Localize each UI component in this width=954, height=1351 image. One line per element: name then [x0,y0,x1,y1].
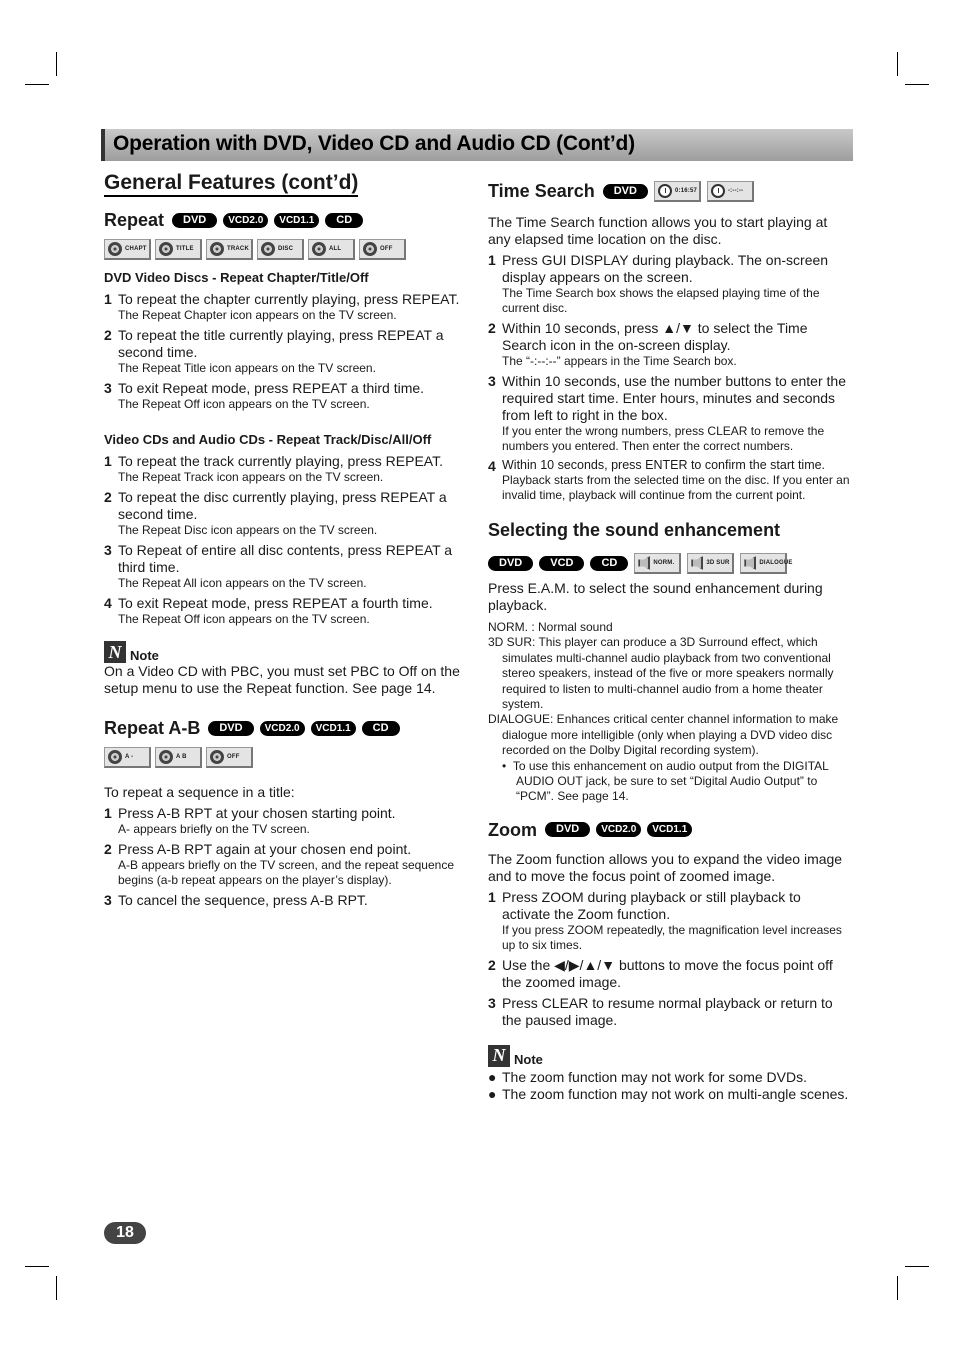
section-banner [101,129,853,161]
sound-intro: Press E.A.M. to select the sound enhancement during playback. [488,580,823,613]
cd-badge: CD [325,213,363,228]
note-label: Note [514,1051,543,1067]
sound-normal-icon: NORM. [634,553,681,574]
list-item: 3 To cancel the sequence, press A-B RPT. [104,892,368,908]
dvd-badge: DVD [172,213,217,228]
repeat-ab-off-icon: OFF [206,747,253,768]
note-icon: N [488,1045,510,1067]
repeat-chapter-icon: CHAPT [104,239,151,260]
sound-bullet: • To use this enhancement on audio output from the DIGITAL AUDIO OUT jack, be sure to set “Digital Audio Output” to “PCM”. See page 14. [502,758,829,804]
dvd-badge: DVD [208,721,253,736]
dvd-badge: DVD [603,184,648,199]
list-item: 3 Press CLEAR to resume normal playback or return to the paused image. [488,994,833,1028]
crop-mark [56,1276,57,1300]
repeat-title: Repeat [104,210,165,230]
zoom-note-header [488,1045,850,1067]
time-entry-icon: -:--:-- [707,181,754,202]
list-item: 2 Within 10 seconds, press ▲/▼ to select the Time Search icon in the on-screen display. The “-:--:--” appears in the Time Search box. [488,320,808,368]
vcd11-badge: VCD1.1 [274,213,319,228]
list-item: 1 To repeat the chapter currently playing, press REPEAT. The Repeat Chapter icon appears on the TV screen. [104,291,460,322]
dvd-badge: DVD [488,556,533,571]
crop-mark [897,1276,898,1300]
zoom-intro: The Zoom function allows you to expand the video image and to move the focus point of zoomed image. [488,850,843,884]
dvd-repeat-subheading: DVD Video Discs - Repeat Chapter/Title/Off [104,270,369,285]
repeat-ab-title: Repeat A-B [104,718,201,738]
list-item: 1 To repeat the track currently playing, press REPEAT. The Repeat Track icon appears on the TV screen. [104,453,443,484]
list-item: 3 Within 10 seconds, use the number buttons to enter the required start time. Enter hours, minutes and seconds from left to right in the box. If you enter the wrong numbers, press CLEAR to remove the numbers you entered. Then enter the correct numbers. [488,373,846,453]
time-search-title: Time Search [488,181,595,201]
list-item: 2 To repeat the disc currently playing, press REPEAT a second time. The Repeat Disc icon appears on the TV screen. [104,489,447,537]
list-item: 3 To exit Repeat mode, press REPEAT a third time. The Repeat Off icon appears on the TV screen. [104,380,425,411]
repeat-note-text: On a Video CD with PBC, you must set PBC to Off on the setup menu to use the Repeat function. See page 14. [104,663,460,696]
repeat-icons [104,239,466,260]
zoom-notes [488,1069,850,1103]
vcd20-badge: VCD2.0 [260,721,305,736]
cd-badge: CD [362,721,400,736]
vcd-repeat-steps [104,453,466,627]
time-search-intro: The Time Search function allows you to start playing at any elapsed time location on the disc. [488,214,828,247]
repeat-heading [104,209,466,231]
repeat-track-icon: TRACK [206,239,253,260]
crop-mark [25,84,49,85]
list-item: 2 Press A-B RPT again at your chosen end point. A-B appears briefly on the TV screen, and the repeat sequence begins (a-b repeat appears on the player’s display). [104,841,454,887]
repeat-ab-intro: To repeat a sequence in a title: [104,784,295,800]
crop-mark [56,52,57,76]
vcd11-badge: VCD1.1 [311,721,356,736]
repeat-ab-heading [104,717,466,739]
note-icon: N [104,641,126,663]
vcd-repeat-subheading: Video CDs and Audio CDs - Repeat Track/Disc/All/Off [104,432,432,447]
cd-badge: CD [590,556,628,571]
time-search-steps [488,252,850,503]
crop-mark [897,52,898,76]
left-column [104,170,466,909]
repeat-all-icon: ALL [308,239,355,260]
zoom-heading [488,819,850,841]
page-title: General Features (cont’d) [104,170,358,197]
crop-mark [905,84,929,85]
dvd-badge: DVD [545,822,590,837]
sound-title: Selecting the sound enhancement [488,520,781,540]
page-number: 18 [104,1222,146,1244]
sound-dialogue-icon: DIALOGUE [740,553,787,574]
zoom-title: Zoom [488,819,537,840]
list-item: 2 Use the ◀/▶/▲/▼ buttons to move the focus point off the zoomed image. [488,956,833,990]
right-column [488,170,850,1103]
sound-option: NORM. : Normal sound [488,620,613,634]
repeat-title-icon: TITLE [155,239,202,260]
vcd20-badge: VCD2.0 [223,213,268,228]
repeat-ab-icon: A B [155,747,202,768]
crop-mark [905,1266,929,1267]
repeat-disc-icon: DISC [257,239,304,260]
list-item: 4 Within 10 seconds, press ENTER to confirm the start time. Playback starts from the selected time on the disc. If you enter an invalid time, playback will continue from the current point. [488,458,850,502]
note-label: Note [130,648,159,663]
list-item: ● The zoom function may not work on multi-angle scenes. [488,1085,849,1102]
list-item: 1 Press A-B RPT at your chosen starting point. A- appears briefly on the TV screen. [104,805,396,836]
repeat-ab-steps [104,805,466,909]
vcd11-badge: VCD1.1 [647,822,692,837]
sound-options [488,620,850,805]
list-item: 3 To Repeat of entire all disc contents, press REPEAT a third time. The Repeat All icon appears on the TV screen. [104,542,453,590]
vcd-badge: VCD [539,556,584,571]
list-item: 1 Press ZOOM during playback or still playback to activate the Zoom function. If you press ZOOM repeatedly, the magnification level increases up to six times. [488,888,842,952]
sound-heading [488,519,850,541]
sound-3d-surround-icon: 3D SUR [687,553,734,574]
banner-title: Operation with DVD, Video CD and Audio CD (Cont’d) [113,132,635,155]
dvd-repeat-steps [104,291,466,412]
sound-option: DIALOGUE: Enhances critical center channel information to make dialogue more intelligible (only when playing a DVD video disc recorded on the Dolby Digital recording system). [488,712,839,758]
zoom-steps [488,889,850,1029]
repeat-off-icon: OFF [359,239,406,260]
list-item: 1 Press GUI DISPLAY during playback. The on-screen display appears on the screen. The Time Search box shows the elapsed playing time of the current disc. [488,252,829,315]
repeat-a-icon: A - [104,747,151,768]
list-item: 2 To repeat the title currently playing, press REPEAT a second time. The Repeat Title icon appears on the TV screen. [104,327,444,375]
repeat-note-header [104,641,466,663]
repeat-ab-icons [104,747,466,768]
list-item: 4 To exit Repeat mode, press REPEAT a fourth time. The Repeat Off icon appears on the TV screen. [104,595,433,626]
sound-badges [488,553,850,574]
time-elapsed-icon: 0:16:57 [654,181,701,202]
vcd20-badge: VCD2.0 [596,822,641,837]
sound-option: 3D SUR: This player can produce a 3D Surround effect, which simulates multi-channel audio playback from two conventional stereo speakers, instead of the five or more speakers normally required to listen to multi-channel audio from a home theater system. [488,635,834,712]
time-search-heading [488,180,850,202]
list-item: ● The zoom function may not work for some DVDs. [488,1068,807,1085]
crop-mark [25,1266,49,1267]
